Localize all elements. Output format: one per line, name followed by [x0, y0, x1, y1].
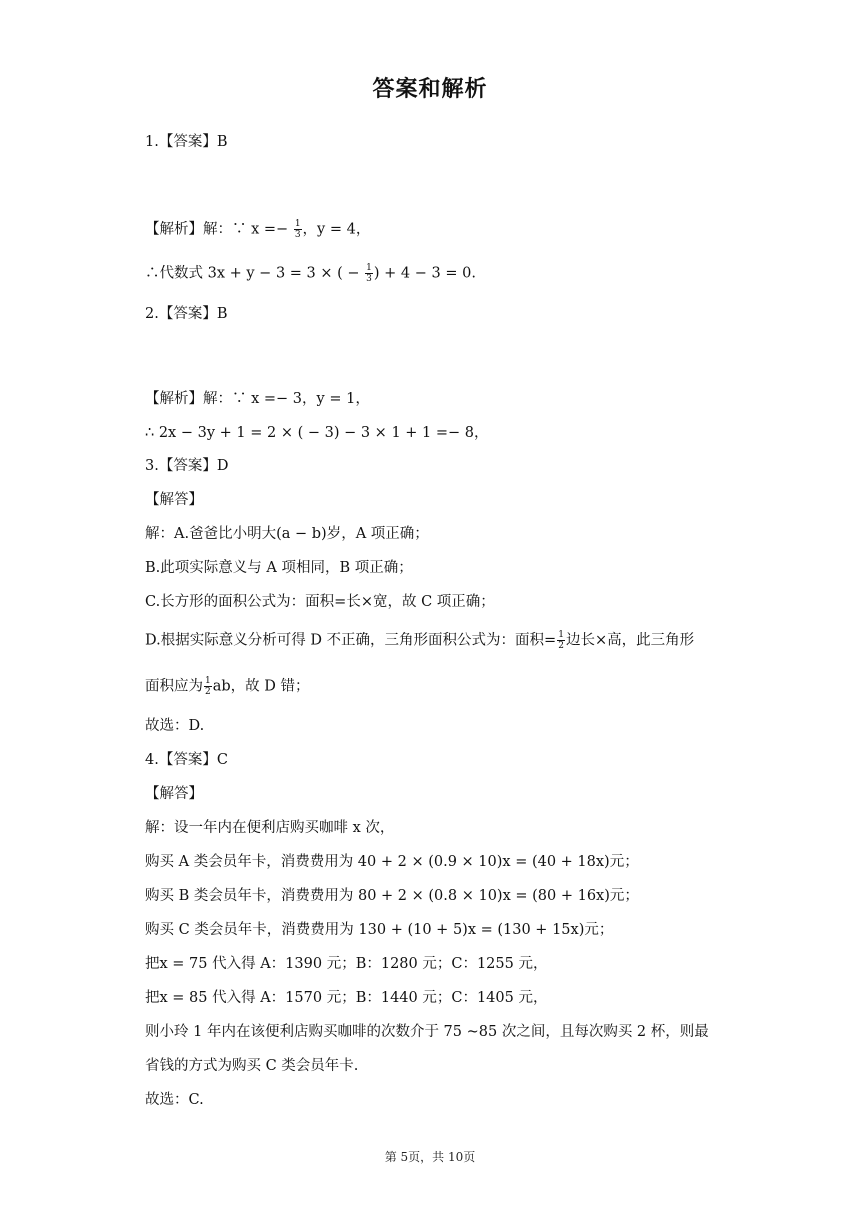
fraction-numerator: 1	[558, 630, 564, 640]
q1-analysis	[145, 219, 370, 240]
q4-line-3: 购买 B 类会员年卡，消费费用为 80 + 2 × (0.8 × 10)x = (80 + 16x)元；	[145, 888, 639, 904]
q4-answer: 4.【答案】C	[145, 752, 228, 768]
q3-option-c: C.长方形的面积公式为：面积=长×宽，故 C 项正确；	[145, 594, 495, 610]
q1-analysis-text-a: 【解析】解：∵ x =−	[145, 221, 293, 238]
q3-option-d2-text-b: ab，故 D 错；	[212, 678, 310, 695]
q1-calc-text-a: ∴代数式 3x + y − 3 = 3 × ( −	[145, 265, 365, 282]
q1-answer: 1.【答案】B	[145, 134, 228, 150]
q4-line-4: 购买 C 类会员年卡，消费费用为 130 + (10 + 5)x = (130 + 15x)元；	[145, 922, 614, 938]
page-title: 答案和解析	[372, 77, 488, 102]
q1-analysis-text-b: ，y = 4，	[302, 221, 371, 238]
q3-option-d-text-a: D.根据实际意义分析可得 D 不正确，三角形面积公式为：面积=	[145, 632, 557, 649]
q3-option-a: 解：A.爸爸比小明大(a − b)岁，A 项正确；	[145, 526, 429, 542]
q2-answer: 2.【答案】B	[145, 306, 228, 322]
q4-choice: 故选：C.	[145, 1092, 204, 1108]
fraction-numerator: 1	[294, 219, 301, 229]
q3-option-b: B.此项实际意义与 A 项相同，B 项正确；	[145, 560, 413, 576]
q3-option-d2-text-a: 面积应为	[145, 678, 203, 695]
q1-calculation	[145, 263, 476, 284]
q4-line-2: 购买 A 类会员年卡，消费费用为 40 + 2 × (0.9 × 10)x = (40 + 18x)元；	[145, 854, 639, 870]
q3-choice: 故选：D.	[145, 718, 205, 734]
fraction	[557, 630, 565, 651]
q2-analysis: 【解析】解：∵ x =− 3，y = 1，	[145, 391, 370, 407]
q3-option-d	[145, 630, 694, 651]
q4-line-8: 省钱的方式为购买 C 类会员年卡.	[145, 1058, 359, 1074]
fraction	[365, 263, 373, 284]
fraction	[294, 219, 302, 240]
fraction-denominator: 2	[558, 641, 564, 651]
q3-answer: 3.【答案】D	[145, 458, 229, 474]
fraction-denominator: 3	[366, 274, 372, 284]
q4-line-5: 把x = 75 代入得 A：1390 元；B：1280 元；C：1255 元，	[145, 956, 548, 972]
q4-line-1: 解：设一年内在便利店购买咖啡 x 次，	[145, 820, 395, 836]
q3-option-d-continued	[145, 676, 310, 697]
q4-line-6: 把x = 85 代入得 A：1570 元；B：1440 元；C：1405 元，	[145, 990, 548, 1006]
q3-section-heading: 【解答】	[145, 492, 203, 508]
q2-calculation: ∴ 2x − 3y + 1 = 2 × ( − 3) − 3 × 1 + 1 =− 8，	[145, 425, 489, 441]
q1-calc-text-b: ) + 4 − 3 = 0.	[373, 265, 476, 282]
fraction-numerator: 1	[205, 676, 211, 686]
q3-option-d-text-b: 边长×高，此三角形	[565, 632, 695, 649]
q4-line-7: 则小玲 1 年内在该便利店购买咖啡的次数介于 75 ~85 次之间，且每次购买 2 杯，则最	[145, 1024, 709, 1040]
fraction-denominator: 2	[205, 687, 211, 697]
fraction-numerator: 1	[366, 263, 372, 273]
fraction	[204, 676, 212, 697]
q4-section-heading: 【解答】	[145, 786, 203, 802]
fraction-denominator: 3	[294, 230, 301, 240]
page-footer: 第 5页，共 10页	[384, 1150, 476, 1164]
